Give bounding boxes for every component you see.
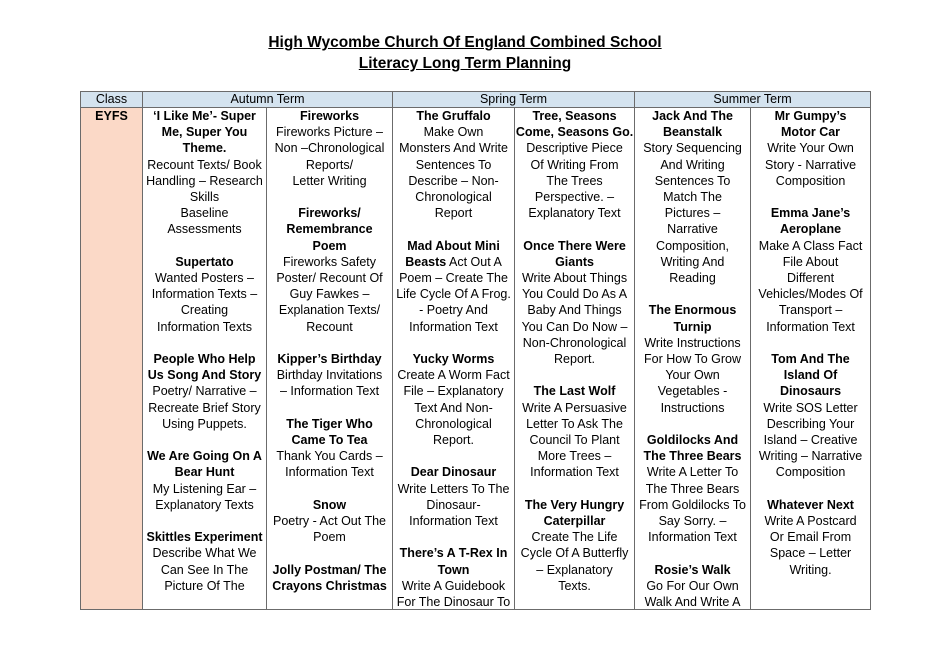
autumn-term-header: Autumn Term xyxy=(143,92,393,108)
topic-description: Poem xyxy=(313,530,346,545)
topic-title: Jolly Postman/ The xyxy=(272,562,387,577)
topic-description: Descriptive Piece xyxy=(526,141,623,156)
topic-description: Story - Narrative xyxy=(765,157,857,172)
topic-description: For The Dinosaur To xyxy=(396,595,511,609)
topic-title: Caterpillar xyxy=(543,514,606,529)
topic-title: We Are Going On A xyxy=(147,449,262,464)
topic-title: Supertato xyxy=(175,254,234,269)
class-cell xyxy=(81,108,143,610)
topic-description: Vehicles/Modes Of xyxy=(758,287,863,302)
topic-title: Mr Gumpy’s xyxy=(774,109,847,123)
summer-2-cell xyxy=(751,108,871,610)
topic-description: For How To Grow xyxy=(644,352,742,367)
spring-2-cell xyxy=(515,108,635,610)
topic-title: The Gruffalo xyxy=(416,109,491,123)
topic-description: Information Text xyxy=(285,465,374,480)
topic-description: Story Sequencing xyxy=(643,141,742,156)
topic-block xyxy=(751,351,870,481)
topic-description: Letter Writing xyxy=(292,173,367,188)
topic-title-mixed: Beasts Act Out A xyxy=(405,254,502,269)
topic-title: The Last Wolf xyxy=(533,384,616,399)
topic-description: Texts. xyxy=(558,578,591,593)
topic-description: Or Email From xyxy=(769,530,852,545)
topic-block xyxy=(267,205,392,335)
column-autumn-1 xyxy=(143,108,266,609)
topic-block xyxy=(143,254,266,335)
topic-title: Fireworks xyxy=(299,109,360,123)
topic-title: The Tiger Who xyxy=(286,416,373,431)
topic-description: Chronological xyxy=(415,416,492,431)
topic-description: The Three Bears xyxy=(645,481,740,496)
topic-description: Information Text xyxy=(409,514,498,529)
topic-description: Explanation Texts/ xyxy=(278,303,381,318)
topic-block xyxy=(635,108,750,286)
topic-description: Space – Letter xyxy=(769,546,852,561)
topic-title: Jack And The xyxy=(652,109,733,123)
topic-title: Kipper’s Birthday xyxy=(277,352,382,367)
topic-block xyxy=(267,108,392,189)
topic-description: Composition xyxy=(775,465,846,480)
topic-title: Tom And The xyxy=(771,352,850,367)
topic-description: Recreate Brief Story xyxy=(148,400,261,415)
topic-description: Walk And Write A xyxy=(644,595,741,609)
topic-description: Instructions xyxy=(660,400,725,415)
topic-title: Fireworks/ xyxy=(298,206,361,221)
topic-description: Picture Of The xyxy=(164,578,245,593)
column-spring-1 xyxy=(393,108,514,609)
topic-description: Report. xyxy=(554,352,596,367)
topic-title: Turnip xyxy=(673,319,712,334)
header-row xyxy=(81,92,871,108)
topic-block xyxy=(515,497,634,594)
school-title: High Wycombe Church Of England Combined School xyxy=(268,34,662,51)
topic-description: Information Texts xyxy=(157,319,252,334)
topic-description: Sentences To xyxy=(415,157,492,172)
topic-description: Writing. xyxy=(789,562,832,577)
topic-block xyxy=(143,448,266,513)
topic-description: Say Sorry. – xyxy=(658,514,727,529)
topic-description: You Can Do Now – xyxy=(521,319,628,334)
topic-description: Recount xyxy=(306,319,353,334)
topic-description: Describe What We xyxy=(152,546,257,561)
topic-description: Write A Persuasive xyxy=(522,400,627,415)
topic-description: Sentences To xyxy=(654,173,731,188)
topic-description: Monsters And Write xyxy=(399,141,508,156)
topic-block xyxy=(267,497,392,546)
topic-title: Skittles Experiment xyxy=(146,530,263,545)
topic-description: Composition xyxy=(775,173,846,188)
topic-description: File – Explanatory xyxy=(403,384,504,399)
topic-description: Go For Our Own xyxy=(646,578,739,593)
topic-description: – Explanatory xyxy=(536,562,613,577)
topic-title: Theme. xyxy=(182,141,227,156)
topic-title: Me, Super You xyxy=(161,125,248,140)
topic-description: Creating xyxy=(180,303,229,318)
topic-block xyxy=(635,432,750,545)
topic-description: Report xyxy=(434,206,473,221)
topic-description: - Poetry And xyxy=(419,303,488,318)
topic-title: Remembrance xyxy=(286,222,373,237)
topic-description: Explanatory Text xyxy=(528,206,621,221)
topic-description: Write SOS Letter xyxy=(763,400,858,415)
topic-description: From Goldilocks To xyxy=(639,497,746,512)
topic-title: Us Song And Story xyxy=(147,368,262,383)
topic-title: Island Of xyxy=(783,368,838,383)
topic-description: Skills xyxy=(189,190,220,205)
topic-description: Chronological xyxy=(415,190,492,205)
topic-description: Assessments xyxy=(167,222,242,237)
topic-description: Pictures – xyxy=(664,206,721,221)
topic-block xyxy=(393,108,514,221)
planning-table xyxy=(80,91,871,610)
topic-block xyxy=(267,416,392,481)
topic-description: Information Text xyxy=(648,530,737,545)
topic-description: Letter To Ask The xyxy=(526,416,623,431)
topic-description: Report. xyxy=(433,433,475,448)
topic-description: Birthday Invitations xyxy=(276,368,383,383)
topic-title: Poem xyxy=(312,238,347,253)
topic-block xyxy=(515,383,634,480)
topic-description: Describe – Non- xyxy=(408,173,499,188)
topic-description: Reports/ xyxy=(305,157,354,172)
topic-title: Tree, Seasons xyxy=(532,109,617,123)
topic-title: The Three Bears xyxy=(643,449,742,464)
topic-description: Write A Postcard xyxy=(764,514,857,529)
topic-title: Aeroplane xyxy=(779,222,842,237)
topic-description: Match The xyxy=(663,190,722,205)
topic-description: Writing – Narrative xyxy=(758,449,863,464)
topic-description: Island – Creative xyxy=(763,433,858,448)
topic-title: Snow xyxy=(312,497,347,512)
spring-term-header: Spring Term xyxy=(393,92,635,108)
topic-title: Dear Dinosaur xyxy=(410,465,497,480)
topic-description: Vegetables - xyxy=(657,384,728,399)
topic-title: Came To Tea xyxy=(291,433,368,448)
topic-description: Create A Worm Fact xyxy=(397,368,510,383)
spring-1-cell xyxy=(393,108,515,610)
topic-block xyxy=(393,464,514,529)
autumn-2-cell xyxy=(267,108,393,610)
topic-description: Explanatory Texts xyxy=(155,497,254,512)
topic-description: Write A Guidebook xyxy=(401,578,506,593)
topic-title: Giants xyxy=(555,254,594,269)
topic-title: Come, Seasons Go. xyxy=(515,125,634,140)
topic-title: Town xyxy=(437,562,470,577)
topic-description: Create The Life xyxy=(531,530,618,545)
topic-description: Baseline xyxy=(180,206,229,221)
topic-description: Narrative xyxy=(667,222,718,237)
column-summer-1 xyxy=(635,108,750,609)
topic-description: Information Text xyxy=(530,465,619,480)
topic-description: Using Puppets. xyxy=(162,416,247,431)
topic-description: Describing Your xyxy=(766,416,855,431)
topic-description: Of Writing From xyxy=(530,157,619,172)
topic-description: Write About Things xyxy=(521,271,628,286)
topic-description: More Trees – xyxy=(537,449,612,464)
topic-description: Poem – Create The xyxy=(399,271,508,286)
topic-title: Dinosaurs xyxy=(779,384,842,399)
topic-description: Council To Plant xyxy=(529,433,620,448)
topic-description: Poster/ Recount Of xyxy=(276,271,383,286)
topic-title: People Who Help xyxy=(153,352,256,367)
topic-description: Baby And Things xyxy=(527,303,622,318)
topic-block xyxy=(267,562,392,594)
topic-title: Yucky Worms xyxy=(412,352,495,367)
topic-description: Thank You Cards – xyxy=(276,449,383,464)
topic-title: Motor Car xyxy=(781,125,841,140)
topic-description: Your Own xyxy=(665,368,720,383)
topic-title: Mad About Mini xyxy=(407,238,500,253)
topic-description: Reading xyxy=(669,271,716,286)
topic-title: Crayons Christmas xyxy=(272,578,387,593)
column-autumn-2 xyxy=(267,108,392,609)
topic-title: Beanstalk xyxy=(663,125,723,140)
topic-description: Writing And xyxy=(660,254,725,269)
topic-description: Information Texts – xyxy=(151,287,258,302)
topic-description: Make Own xyxy=(423,125,484,140)
topic-description: Write Letters To The xyxy=(397,481,510,496)
topic-description: Perspective. – xyxy=(534,190,615,205)
topic-description: File About xyxy=(782,254,839,269)
topic-block xyxy=(751,108,870,189)
topic-description: Guy Fawkes – xyxy=(289,287,370,302)
topic-description: Non-Chronological xyxy=(522,335,627,350)
topic-description: Fireworks Safety xyxy=(282,254,377,269)
topic-title: Once There Were xyxy=(523,238,626,253)
topic-description: Make A Class Fact xyxy=(758,238,863,253)
topic-block xyxy=(143,351,266,432)
topic-title: ‘I Like Me’- Super xyxy=(153,109,256,123)
column-spring-2 xyxy=(515,108,634,609)
topic-description: The Trees xyxy=(546,173,603,188)
topic-block xyxy=(515,108,634,221)
topic-title: Goldilocks And xyxy=(646,433,739,448)
topic-title: The Very Hungry xyxy=(524,497,625,512)
topic-block xyxy=(393,545,514,609)
topic-block xyxy=(751,497,870,578)
topic-description: Handling – Research xyxy=(146,173,263,188)
topic-description: Recount Texts/ Book xyxy=(147,157,262,172)
topic-description: Write Instructions xyxy=(644,335,741,350)
topic-description: My Listening Ear – xyxy=(152,481,257,496)
topic-title: Beasts xyxy=(405,254,447,269)
topic-description: Poetry - Act Out The xyxy=(273,514,387,529)
topic-description: Information Text xyxy=(766,319,855,334)
topic-block xyxy=(393,238,514,335)
topic-block xyxy=(635,302,750,415)
topic-description: Poetry/ Narrative – xyxy=(152,384,257,399)
topic-description: Write A Letter To xyxy=(646,465,739,480)
topic-title: Rosie’s Walk xyxy=(654,562,731,577)
class-header: Class xyxy=(81,92,143,108)
topic-block xyxy=(515,238,634,368)
topic-description: Different xyxy=(787,271,835,286)
eyfs-row xyxy=(81,108,871,610)
autumn-1-cell xyxy=(143,108,267,610)
topic-description: Text And Non- xyxy=(414,400,493,415)
topic-block xyxy=(393,351,514,448)
topic-description: Information Text xyxy=(409,319,498,334)
class-label: EYFS xyxy=(95,109,128,123)
topic-description: Fireworks Picture – xyxy=(276,125,383,140)
topic-description: – Information Text xyxy=(279,384,380,399)
topic-description: Dinosaur- xyxy=(426,497,481,512)
topic-block xyxy=(267,351,392,400)
summer-1-cell xyxy=(635,108,751,610)
topic-title: The Enormous xyxy=(648,303,737,318)
topic-description: Life Cycle Of A Frog. xyxy=(396,287,511,302)
topic-block xyxy=(635,562,750,609)
topic-block xyxy=(751,205,870,335)
topic-description: Wanted Posters – xyxy=(155,271,254,286)
column-summer-2 xyxy=(751,108,870,609)
topic-title: Emma Jane’s xyxy=(770,206,851,221)
topic-block xyxy=(143,529,266,594)
topic-description: Cycle Of A Butterfly xyxy=(520,546,629,561)
topic-title: Whatever Next xyxy=(767,497,854,512)
topic-description: And Writing xyxy=(660,157,725,172)
topic-description: Transport – xyxy=(778,303,843,318)
topic-description: Can See In The xyxy=(160,562,249,577)
topic-block xyxy=(143,108,266,238)
topic-description: Composition, xyxy=(656,238,729,253)
topic-description: Write Your Own xyxy=(767,141,854,156)
topic-title: Bear Hunt xyxy=(174,465,235,480)
topic-description: Non –Chronological xyxy=(274,141,385,156)
document-subtitle: Literacy Long Term Planning xyxy=(358,55,572,72)
summer-term-header: Summer Term xyxy=(635,92,871,108)
topic-description: You Could Do As A xyxy=(521,287,628,302)
topic-title: There’s A T-Rex In xyxy=(399,546,508,561)
